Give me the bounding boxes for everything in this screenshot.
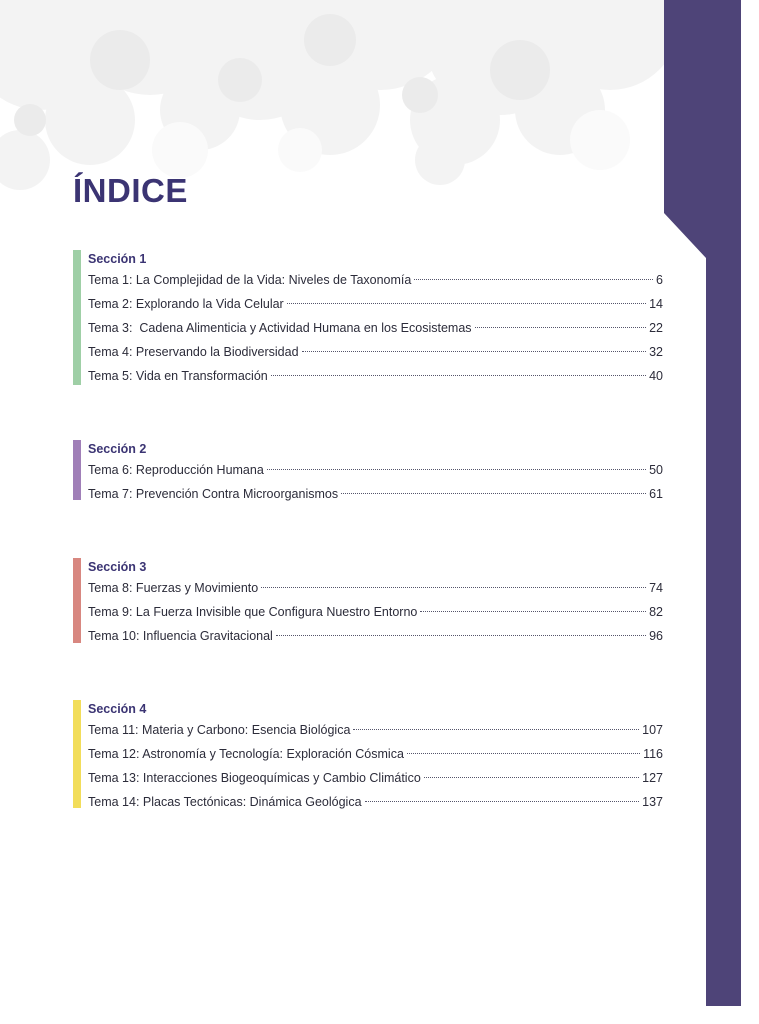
entry-label: Tema 4: Preservando la Biodiversidad bbox=[88, 345, 299, 359]
leader-dots bbox=[420, 611, 646, 612]
toc-entry[interactable] bbox=[88, 742, 663, 766]
entry-page: 50 bbox=[649, 463, 663, 477]
cloud-decoration bbox=[0, 0, 670, 200]
leader-dots bbox=[353, 729, 639, 730]
leader-dots bbox=[267, 469, 646, 470]
leader-dots bbox=[414, 279, 653, 280]
entry-page: 6 bbox=[656, 273, 663, 287]
toc-entry[interactable] bbox=[88, 458, 663, 482]
section-4-color-bar bbox=[73, 700, 81, 808]
section-2-color-bar bbox=[73, 440, 81, 500]
leader-dots bbox=[341, 493, 646, 494]
entry-label: Tema 10: Influencia Gravitacional bbox=[88, 629, 273, 643]
entry-page: 127 bbox=[642, 771, 663, 785]
section-title: Sección 1 bbox=[88, 252, 147, 266]
toc-entry[interactable] bbox=[88, 600, 663, 624]
leader-dots bbox=[365, 801, 640, 802]
leader-dots bbox=[261, 587, 646, 588]
leader-dots bbox=[407, 753, 640, 754]
entry-label: Tema 12: Astronomía y Tecnología: Exploración Cósmica bbox=[88, 747, 404, 761]
toc-entry[interactable] bbox=[88, 364, 663, 388]
toc-entry[interactable] bbox=[88, 316, 663, 340]
entry-label: Tema 6: Reproducción Humana bbox=[88, 463, 264, 477]
toc-entry[interactable] bbox=[88, 576, 663, 600]
entry-page: 96 bbox=[649, 629, 663, 643]
section-1 bbox=[73, 250, 663, 385]
entry-page: 82 bbox=[649, 605, 663, 619]
entry-page: 61 bbox=[649, 487, 663, 501]
leader-dots bbox=[287, 303, 646, 304]
entry-page: 74 bbox=[649, 581, 663, 595]
entry-label: Tema 5: Vida en Transformación bbox=[88, 369, 268, 383]
leader-dots bbox=[475, 327, 647, 328]
entry-label: Tema 9: La Fuerza Invisible que Configura Nuestro Entorno bbox=[88, 605, 418, 619]
section-4 bbox=[73, 700, 663, 808]
toc-entry[interactable] bbox=[88, 340, 663, 364]
entry-label: Tema 14: Placas Tectónicas: Dinámica Geológica bbox=[88, 795, 362, 809]
entry-label: Tema 13: Interacciones Biogeoquímicas y Cambio Climático bbox=[88, 771, 421, 785]
toc-entry[interactable] bbox=[88, 718, 663, 742]
entry-page: 137 bbox=[642, 795, 663, 809]
entry-label: Tema 2: Explorando la Vida Celular bbox=[88, 297, 284, 311]
entry-label: Tema 11: Materia y Carbono: Esencia Biológica bbox=[88, 723, 351, 737]
section-title: Sección 4 bbox=[88, 702, 147, 716]
entry-label: Tema 7: Prevención Contra Microorganismos bbox=[88, 487, 339, 501]
entry-label: Tema 1: La Complejidad de la Vida: Niveles de Taxonomía bbox=[88, 273, 412, 287]
section-2 bbox=[73, 440, 663, 500]
toc-entry[interactable] bbox=[88, 268, 663, 292]
section-3-color-bar bbox=[73, 558, 81, 643]
toc-entry[interactable] bbox=[88, 624, 663, 648]
toc-entry[interactable] bbox=[88, 482, 663, 506]
section-title: Sección 3 bbox=[88, 560, 147, 574]
entry-page: 116 bbox=[643, 747, 663, 761]
section-1-color-bar bbox=[73, 250, 81, 385]
toc-entry[interactable] bbox=[88, 790, 663, 814]
entry-label: Tema 8: Fuerzas y Movimiento bbox=[88, 581, 259, 595]
leader-dots bbox=[276, 635, 646, 636]
page-title: ÍNDICE bbox=[73, 172, 188, 209]
toc-entry[interactable] bbox=[88, 766, 663, 790]
entry-page: 40 bbox=[649, 369, 663, 383]
leader-dots bbox=[424, 777, 639, 778]
section-title: Sección 2 bbox=[88, 442, 147, 456]
entry-label: Tema 3: Cadena Alimenticia y Actividad Humana en los Ecosistemas bbox=[88, 321, 472, 335]
entry-page: 107 bbox=[642, 723, 663, 737]
entry-page: 32 bbox=[649, 345, 663, 359]
toc-entry[interactable] bbox=[88, 292, 663, 316]
entry-page: 22 bbox=[649, 321, 663, 335]
leader-dots bbox=[271, 375, 646, 376]
entry-page: 14 bbox=[649, 297, 663, 311]
leader-dots bbox=[302, 351, 647, 352]
section-3 bbox=[73, 558, 663, 643]
